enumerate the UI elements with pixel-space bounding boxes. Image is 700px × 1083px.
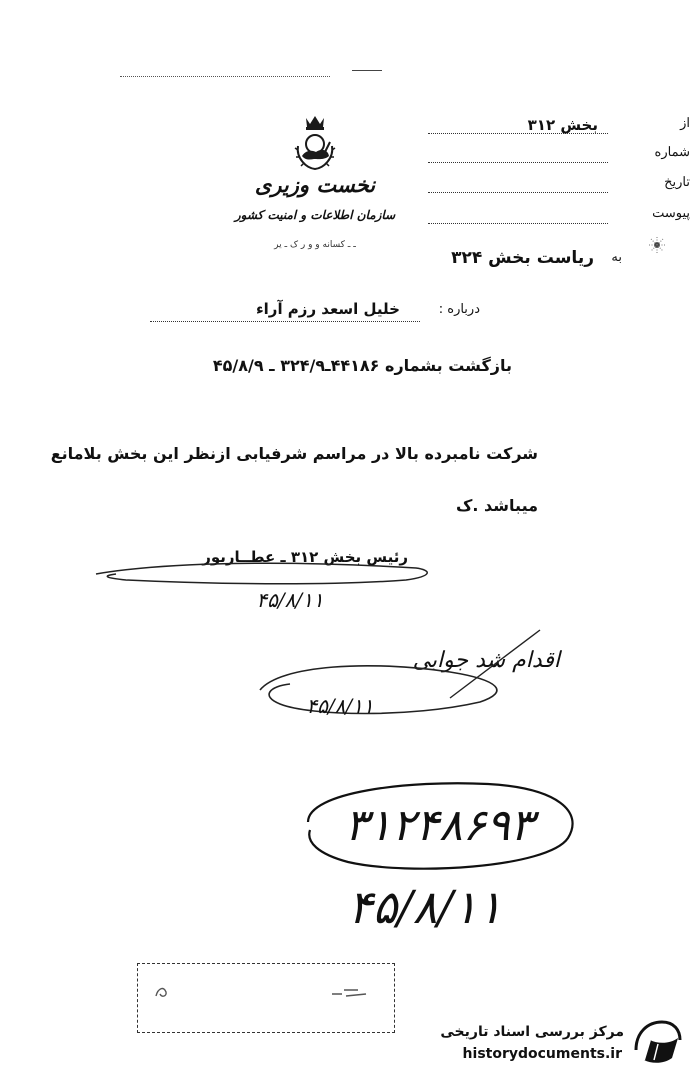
number-field [428,145,690,167]
top-dash-mark [352,70,382,71]
attachment-label: پیوست [652,206,690,221]
attachment-dots [428,223,608,224]
big-number: ۳۱۲۴۸۶۹۳ [344,800,534,851]
number-dots [428,162,608,163]
subject-label: درباره : [438,302,480,317]
attachment-field [428,206,690,228]
to-label: به [611,250,622,265]
subject-row [150,302,480,326]
letterhead-title: نخست وزیری [254,172,376,197]
date-field [428,175,690,197]
subject-dots [150,321,420,322]
subject-value: خلیل اسعد رزم آراء [256,300,400,318]
letterhead-small-line: ـ ـ کسانه و و ر ک ـ یر [274,240,356,250]
annotation-text: اقدام شد جوابی [412,648,560,673]
body-line-1: شرکت نامبرده بالا در مراسم شرفیابی ازنظر این بخش بلامانع [50,444,538,463]
lion-and-sun-icon [292,112,338,172]
top-dotted-mark [120,76,330,77]
stamp-box [137,963,395,1033]
ink-blot [648,236,666,254]
date-label: تاریخ [664,175,690,190]
stamp-mark-right [330,982,370,1002]
emblem [292,112,338,172]
big-date: ۴۵/۸/۱۱ [347,880,503,934]
footer-brand-fa: مرکز بررسی اسناد تاریخی [440,1024,624,1040]
to-field [432,246,622,272]
signature-scribble [86,552,436,592]
annotation-date: ۴۵/۸/۱۱ [306,694,374,718]
history-documents-logo-icon [630,1014,686,1070]
date-dots [428,192,608,193]
footer-brand-url: historydocuments.ir [462,1046,622,1062]
from-label: از [680,116,690,131]
body-line-2: میباشد .ک [456,496,538,515]
letterhead-subtitle: سازمان اطلاعات و امنیت کشور [234,208,396,222]
stamp-mark-left [152,982,172,1002]
reference-line: بازگشت بشماره ۴۴۱۸۶ـ۳۲۴/۹ ـ ۴۵/۸/۹ [212,356,512,375]
from-field [428,116,690,138]
signature-date: ۴۵/۸/۱۱ [256,588,324,612]
from-value: بخش ۳۱۲ [527,116,598,134]
signature-title: رئیس بخش ۳۱۲ ـ عطــاریور [202,548,408,566]
number-label: شماره [654,145,690,160]
to-value: ریاست بخش ۳۲۴ [451,248,594,268]
